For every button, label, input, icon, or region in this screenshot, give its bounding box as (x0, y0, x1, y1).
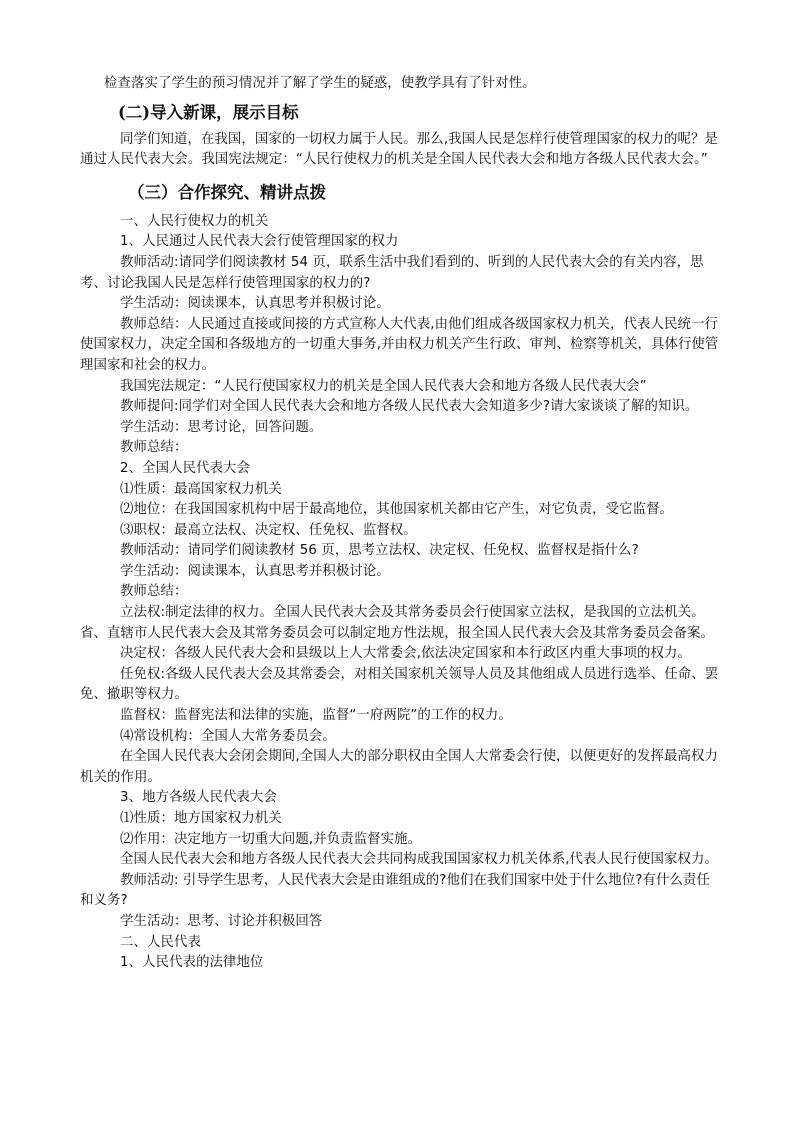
paragraph: 学生活动：阅读课本，认真思考并积极讨论。 (120, 563, 390, 579)
paragraph: 3、地方各级人民代表大会 (120, 790, 278, 806)
paragraph: 学生活动：思考讨论，回答问题。 (120, 419, 323, 435)
section-heading-2: (二)导入新课，展示目标 (118, 102, 299, 122)
paragraph: 教师活动：请同学们阅读教材 56 页，思考立法权、决定权、任免权、监督权是指什么? (120, 543, 639, 559)
paragraph: 教师总结：人民通过直接或间接的方式宣称人大代表,由他们组成各级国家权力机关，代表人民统一行使国家权力，决定全国和各级地方的一切重大事务,并由权力机关产生行政、审判、检察等机关，具体行使管理国家和社会的权力。 (80, 316, 719, 373)
paragraph: ⑵地位：在我国国家机构中居于最高地位，其他国家机关都由它产生，对它负责，受它监督。 (120, 502, 674, 518)
intro-paragraph: 检查落实了学生的预习情况并了解了学生的疑惑，使教学具有了针对性。 (104, 76, 536, 91)
paragraph: 教师提问:同学们对全国人民代表大会和地方各级人民代表大会知道多少?请大家谈谈了解的知识。 (120, 399, 699, 415)
paragraph: 全国人民代表大会和地方各级人民代表大会共同构成我国国家权力机关体系,代表人民行使国家权力。 (120, 852, 718, 868)
paragraph: 学生活动：思考、讨论并积极回答 (120, 913, 323, 929)
paragraph: 学生活动：阅读课本，认真思考并积极讨论。 (120, 296, 390, 312)
paragraph: 教师总结： (120, 584, 188, 600)
paragraph: 二、人民代表 (120, 934, 201, 950)
paragraph: 我国宪法规定：“人民行使国家权力的机关是全国人民代表大会和地方各级人民代表大会” (120, 378, 647, 394)
paragraph: ⑴性质：地方国家权力机关 (120, 811, 282, 826)
paragraph: 任免权:各级人民代表大会及其常委会，对相关国家机关领导人员及其他组成人员进行选举、任命、罢免、撤职等权力。 (80, 666, 719, 703)
paragraph: 立法权:制定法律的权力。全国人民代表大会及其常务委员会行使国家立法权，是我国的立法机关。省、直辖市人民代表大会及其常务委员会可以制定地方性法规，报全国人民代表大会及其常务委员会备案。 (80, 605, 715, 641)
section-heading-3: （三）合作探究、精讲点拨 (128, 182, 326, 202)
paragraph: 1、人民代表的法律地位 (120, 955, 264, 971)
paragraph: ⑷常设机构：全国人大常务委员会。 (120, 728, 336, 744)
paragraph: 监督权：监督宪法和法律的实施，监督“一府两院”的工作的权力。 (120, 708, 512, 724)
document-page (80, 74, 722, 974)
paragraph: 教师活动: 引导学生思考，人民代表大会是由谁组成的?他们在我们国家中处于什么地位?有什么责任和义务? (80, 872, 710, 909)
paragraph: 1、人民通过人民代表大会行使管理国家的权力 (120, 234, 399, 250)
paragraph: ⑵作用：决定地方一切重大问题,并负责监督实施。 (120, 831, 422, 847)
intro2-paragraph: 同学们知道，在我国，国家的一切权力属于人民。那么,我国人民是怎样行使管理国家的权力的呢？是通过人民代表大会。我国宪法规定：“人民行使权力的机关是全国人民代表大会和地方各级人民代表大会。” (80, 131, 718, 168)
paragraph: 教师总结： (120, 440, 188, 456)
paragraph: 一、人民行使权力的机关 (120, 213, 269, 229)
paragraph: 在全国人民代表大会闭会期间,全国人大的部分职权由全国人大常委会行使，以便更好的发挥最高权力机关的作用。 (80, 749, 718, 785)
paragraph: 决定权：各级人民代表大会和县级以上人大常委会,依法决定国家和本行政区内重大事项的权力。 (120, 646, 691, 662)
paragraph: 2、全国人民代表大会 (120, 460, 251, 476)
paragraph: ⑴性质：最高国家权力机关 (120, 481, 282, 497)
paragraph: ⑶职权：最高立法权、决定权、任免权、监督权。 (120, 522, 417, 538)
paragraph: 教师活动:请同学们阅读教材 54 页，联系生活中我们看到的、听到的人民代表大会的有关内容，思考、讨论我国人民是怎样行使管理国家的权力的? (80, 254, 704, 291)
